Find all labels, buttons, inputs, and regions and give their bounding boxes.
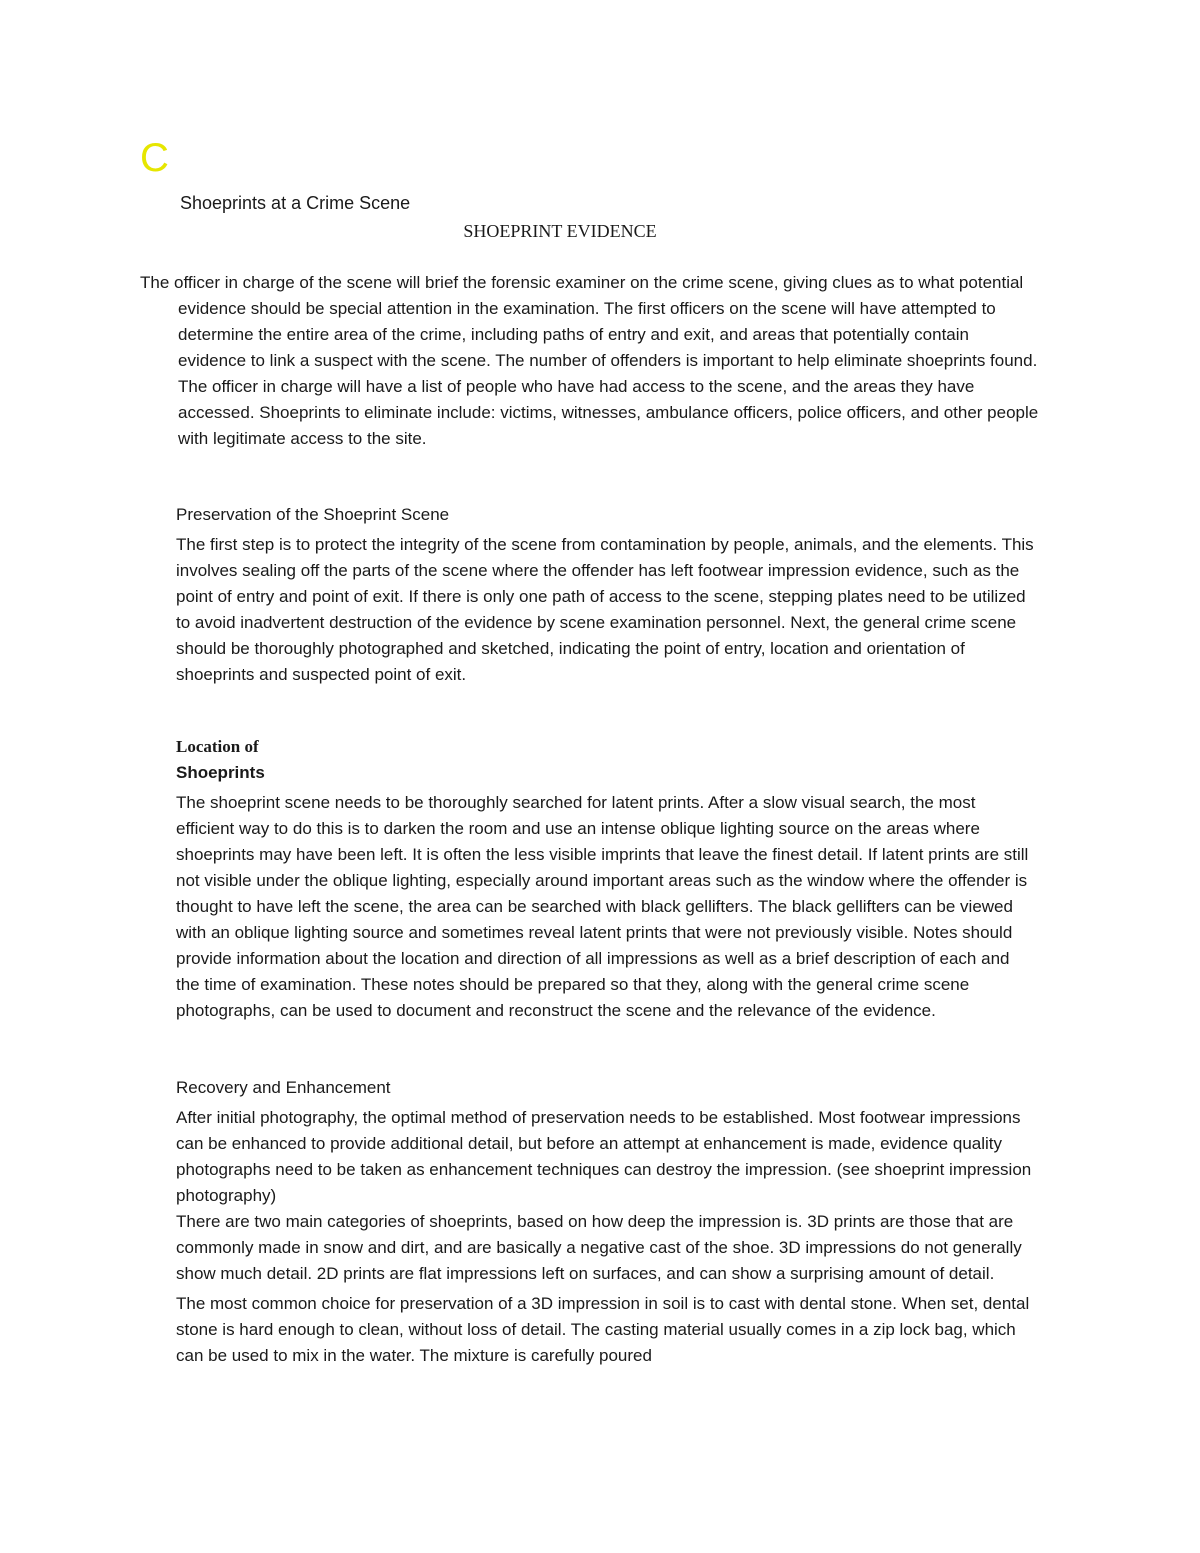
preservation-heading: Preservation of the Shoeprint Scene: [176, 505, 450, 524]
recovery-paragraph-2: There are two main categories of shoeprints, based on how deep the impression is. 3D prints are those that are commonly made in snow and dirt, and are basically a negative cast of the shoe. 3D impressions do not generally show much detail. 2D prints are flat impressions left on surfaces, and can show a surprising amount of detail.: [176, 1212, 1022, 1283]
preservation-section: [176, 502, 1036, 688]
document-title: SHOEPRINT EVIDENCE: [463, 221, 657, 241]
location-heading-line1: Location of: [176, 737, 259, 756]
recovery-paragraph-3: The most common choice for preservation of a 3D impression in soil is to cast with dental stone. When set, dental stone is hard enough to clean, without loss of detail. The casting material usually comes in a zip lock bag, which can be used to mix in the water. The mixture is carefully poured: [176, 1294, 1030, 1365]
location-section: [176, 734, 1036, 1024]
preservation-paragraph: The first step is to protect the integrity of the scene from contamination by people, animals, and the elements. This involves sealing off the parts of the scene where the offender has left footwear impression evidence, such as the point of entry and point of exit. If there is only one path of access to the scene, stepping plates need to be utilized to avoid inadvertent destruction of the evidence by scene examination personnel. Next, the general crime scene should be thoroughly photographed and sketched, indicating the point of entry, location and orientation of shoeprints and suspected point of exit.: [176, 535, 1034, 684]
intro-paragraph: The officer in charge of the scene will brief the forensic examiner on the crime scene, giving clues as to what potential evidence should be special attention in the examination. The first officers on the scene will have attempted to determine the entire area of the crime, including paths of entry and exit, and areas that potentially contain evidence to link a suspect with the scene. The number of offenders is important to help eliminate shoeprints found. The officer in charge will have a list of people who have had access to the scene, and the areas they have accessed. Shoeprints to eliminate include: victims, witnesses, ambulance officers, police officers, and other people with legitimate access to the site.: [140, 273, 1039, 448]
recovery-section: [176, 1075, 1036, 1369]
corner-letter-mark: C: [140, 136, 169, 180]
intro-block: [140, 270, 1040, 452]
recovery-heading: Recovery and Enhancement: [176, 1078, 391, 1097]
document-subtitle: Shoeprints at a Crime Scene: [180, 193, 411, 213]
recovery-paragraph-1: After initial photography, the optimal method of preservation needs to be established. Most footwear impressions can be enhanced to provide additional detail, but before an attempt at enhancement is made, evidence quality photographs need to be taken as enhancement techniques can destroy the impression. (see shoeprint impression photography): [176, 1108, 1032, 1205]
location-paragraph: The shoeprint scene needs to be thoroughly searched for latent prints. After a slow visual search, the most efficient way to do this is to darken the room and use an intense oblique lighting source on the areas where shoeprints may have been left. It is often the less visible imprints that leave the finest detail. If latent prints are still not visible under the oblique lighting, especially around important areas such as the window where the offender is thought to have left the scene, the area can be searched with black gellifters. The black gellifters can be viewed with an oblique lighting source and sometimes reveal latent prints that were not previously visible. Notes should provide information about the location and direction of all impressions as well as a brief description of each and the time of examination. These notes should be prepared so that they, along with the general crime scene photographs, can be used to document and reconstruct the scene and the relevance of the evidence.: [176, 793, 1029, 1020]
location-heading-line2: Shoeprints: [176, 763, 265, 782]
